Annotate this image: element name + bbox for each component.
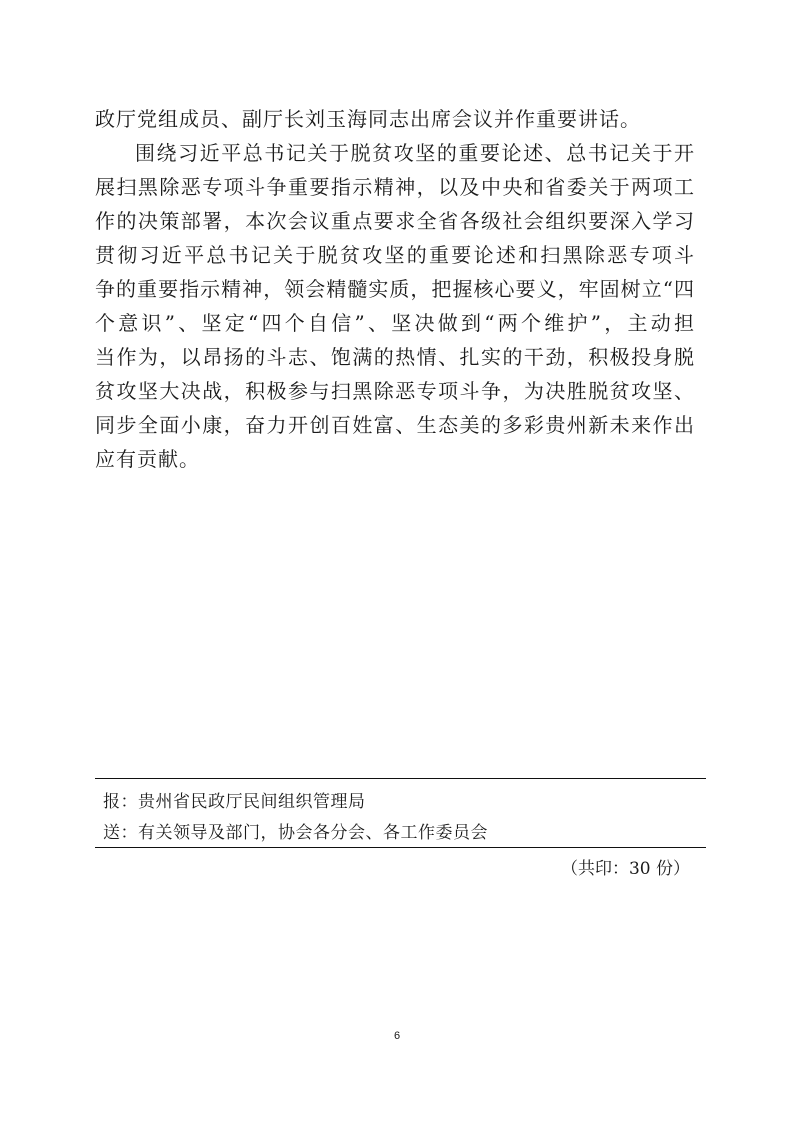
- send-to-line: 送：有关领导及部门，协会各分会、各工作委员会: [103, 823, 488, 843]
- paragraph-line: 贫攻坚大决战，积极参与扫黑除恶专项斗争，为决胜脱贫攻坚、: [95, 379, 695, 403]
- page-number: 6: [393, 1030, 401, 1042]
- paragraph-line: 贯彻习近平总书记关于脱贫攻坚的重要论述和扫黑除恶专项斗: [95, 243, 695, 267]
- copies-count: （共印：30 份）: [560, 859, 690, 879]
- paragraph-line: 同步全面小康，奋力开创百姓富、生态美的多彩贵州新未来作出: [95, 413, 695, 437]
- paragraph-line: 作的决策部署，本次会议重点要求全省各级社会组织要深入学习: [95, 209, 695, 233]
- footer-bottom-rule: [95, 847, 706, 848]
- paragraph-line: 围绕习近平总书记关于脱贫攻坚的重要论述、总书记关于开: [135, 141, 695, 165]
- paragraph-line: 个意识”、坚定“四个自信”、坚决做到“两个维护”，主动担: [95, 311, 695, 335]
- paragraph-line: 应有贡献。: [95, 447, 200, 471]
- body-text: [95, 102, 695, 476]
- paragraph-line: 展扫黑除恶专项斗争重要指示精神，以及中央和省委关于两项工: [95, 175, 695, 199]
- paragraph-line: 争的重要指示精神，领会精髓实质，把握核心要义，牢固树立“四: [95, 277, 695, 301]
- paragraph-line: 当作为，以昂扬的斗志、饱满的热情、扎实的干劲，积极投身脱: [95, 345, 695, 369]
- footer-top-rule: [95, 778, 706, 779]
- report-to-line: 报：贵州省民政厅民间组织管理局: [103, 792, 366, 812]
- paragraph-line: 政厅党组成员、副厅长刘玉海同志出席会议并作重要讲话。: [95, 107, 641, 131]
